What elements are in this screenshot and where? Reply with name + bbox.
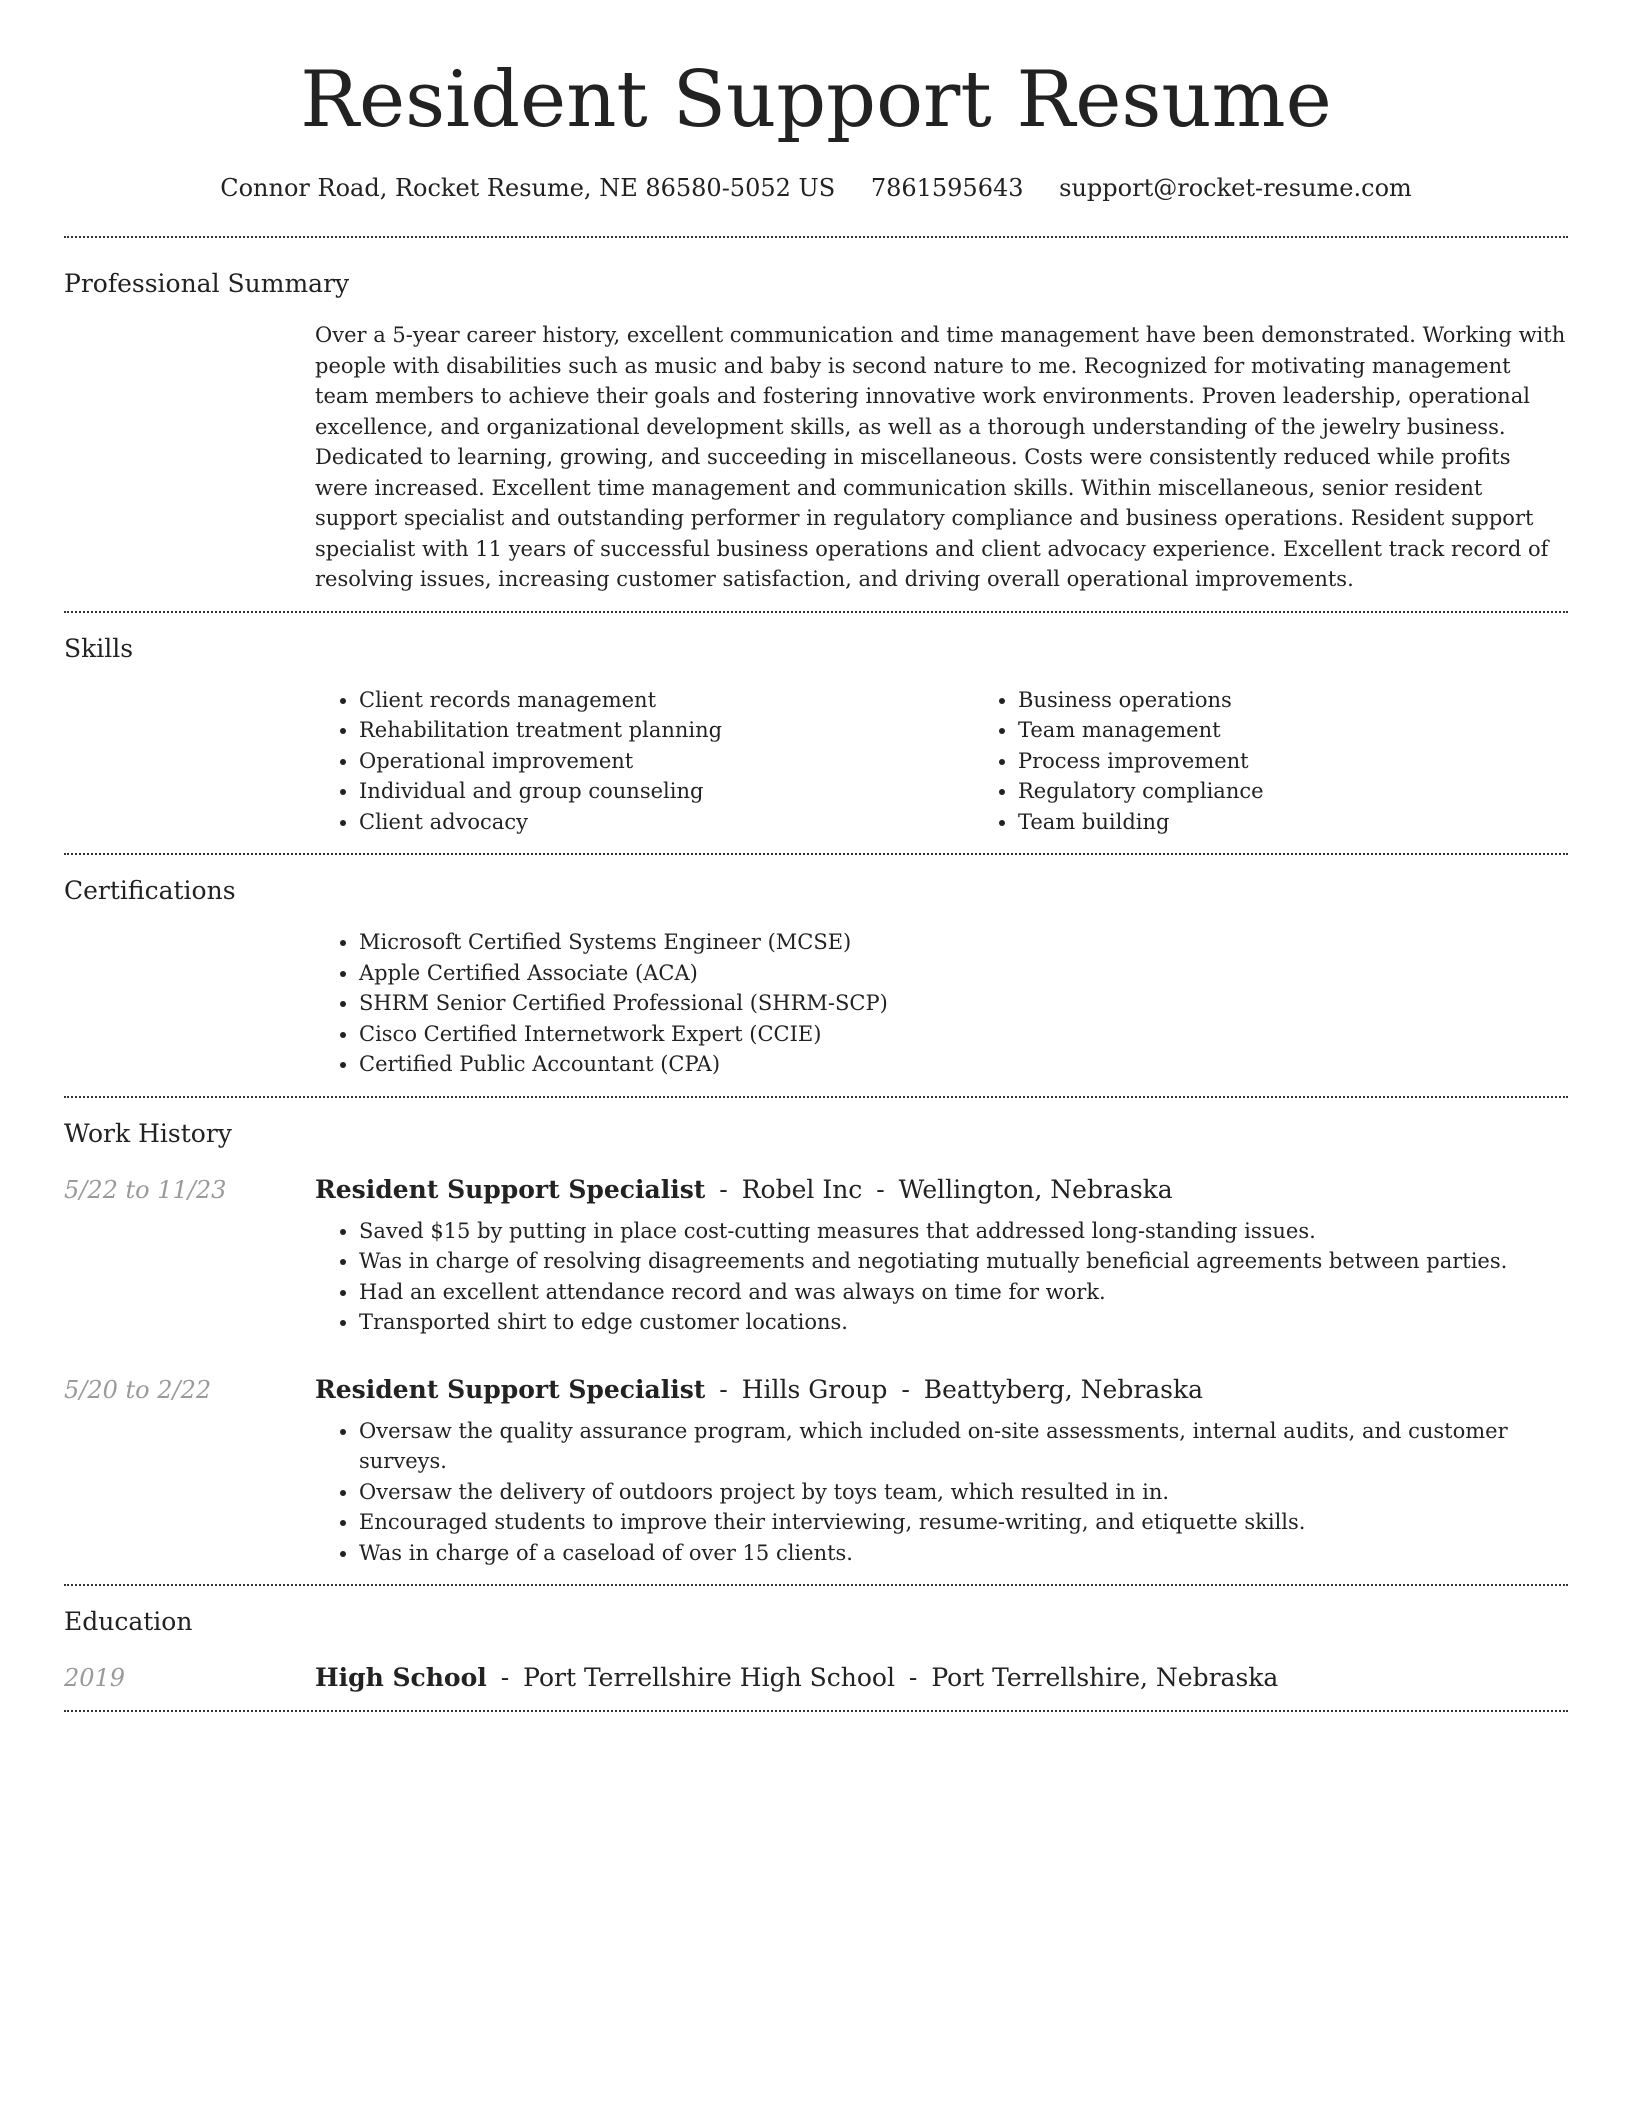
certifications-list: [315, 927, 1568, 1080]
job-separator: -: [876, 1174, 885, 1204]
education-year: 2019: [64, 1664, 126, 1692]
education-section: [64, 1586, 1568, 1710]
skills-list-right: [974, 685, 1632, 838]
skill-item: • Rehabilitation treatment planning: [359, 715, 974, 746]
education-location: Port Terrellshire, Nebraska: [931, 1663, 1279, 1692]
skills-spacer: [64, 685, 315, 838]
job-bullet: • Encouraged students to improve their interviewing, resume-writing, and etiquette skills.: [359, 1507, 1568, 1538]
summary-row: [64, 320, 1568, 595]
certifications-row: [64, 927, 1568, 1080]
job-dates: 5/20 to 2/22: [64, 1375, 212, 1404]
job-body: [315, 1174, 1568, 1338]
education-heading-line: [315, 1662, 1568, 1694]
certification-item: • Cisco Certified Internetwork Expert (CCIE): [359, 1019, 1568, 1050]
skill-item: • Team management: [1018, 715, 1632, 746]
job-bullets: [315, 1416, 1568, 1569]
job-location: Wellington, Nebraska: [898, 1174, 1173, 1204]
job-role: Resident Support Specialist: [315, 1374, 706, 1404]
resume-header: [64, 0, 1568, 204]
job-bullet: • Oversaw the delivery of outdoors project by toys team, which resulted in in.: [359, 1477, 1568, 1508]
certifications-body: [315, 927, 1568, 1080]
certification-item: • Apple Certified Associate (ACA): [359, 958, 1568, 989]
job-heading: [315, 1174, 1568, 1206]
job-entry: [64, 1374, 1568, 1569]
summary-heading: Professional Summary: [64, 269, 350, 298]
job-dates: 5/22 to 11/23: [64, 1175, 227, 1204]
job-bullet: • Saved $15 by putting in place cost-cutting measures that addressed long-standing issues.: [359, 1216, 1568, 1247]
skill-item: • Client advocacy: [359, 807, 974, 838]
job-role: Resident Support Specialist: [315, 1174, 706, 1204]
job-company: Hills Group: [741, 1374, 888, 1404]
summary-body: [315, 320, 1568, 595]
education-degree: High School: [315, 1663, 487, 1692]
education-separator: -: [908, 1663, 918, 1692]
skill-item: • Process improvement: [1018, 746, 1632, 777]
skill-item: • Team building: [1018, 807, 1632, 838]
work-history-heading: Work History: [64, 1118, 232, 1148]
skill-item: • Individual and group counseling: [359, 776, 974, 807]
skills-row: [64, 685, 1568, 838]
resume-title: Resident Support Resume: [300, 55, 1332, 145]
certification-item: • Microsoft Certified Systems Engineer (MCSE): [359, 927, 1568, 958]
skills-grid: [315, 685, 1632, 838]
job-body: [315, 1374, 1568, 1569]
certification-item: • Certified Public Accountant (CPA): [359, 1049, 1568, 1080]
summary-spacer: [64, 320, 315, 595]
contact-address: Connor Road, Rocket Resume, NE 86580-5052 US: [220, 174, 836, 202]
job-bullet: • Was in charge of resolving disagreements and negotiating mutually beneficial agreements between parties.: [359, 1246, 1568, 1277]
skill-item: • Business operations: [1018, 685, 1632, 716]
summary-text: Over a 5-year career history, excellent communication and time management have been demonstrated. Working with people with disabilities such as music and baby is second nature to me. Recognized for motivating management team members to achieve their goals and fostering innovative work environments. Proven leadership, operational excellence, and organizational development skills, as well as a thorough understanding of the jewelry business. Dedicated to learning, growing, and succeeding in miscellaneous. Costs were consistently reduced while profits were increased. Excellent time management and communication skills. Within miscellaneous, senior resident support specialist and outstanding performer in regulatory compliance and business operations. Resident support specialist with 11 years of successful business operations and client advocacy experience. Excellent track record of resolving issues, increasing customer satisfaction, and driving overall operational improvements.: [315, 323, 1566, 591]
work-history-section: [64, 1098, 1568, 1585]
job-location: Beattyberg, Nebraska: [923, 1374, 1204, 1404]
job-bullet: • Oversaw the quality assurance program, which included on-site assessments, internal audits, and customer surveys.: [359, 1416, 1568, 1477]
education-body: [315, 1662, 1568, 1694]
job-bullets: [315, 1216, 1568, 1338]
contact-info: [64, 172, 1568, 204]
job-separator: -: [901, 1374, 910, 1404]
job-heading: [315, 1374, 1568, 1406]
education-entry: [64, 1662, 1568, 1694]
education-school: Port Terrellshire High School: [523, 1663, 895, 1692]
job-bullet: • Was in charge of a caseload of over 15 clients.: [359, 1538, 1568, 1569]
skills-list-left: [315, 685, 974, 838]
certifications-section: [64, 855, 1568, 1096]
skill-item: • Operational improvement: [359, 746, 974, 777]
certifications-heading: Certifications: [64, 876, 236, 905]
skills-heading: Skills: [64, 633, 134, 663]
certification-item: • SHRM Senior Certified Professional (SHRM-SCP): [359, 988, 1568, 1019]
job-bullet: • Transported shirt to edge customer locations.: [359, 1307, 1568, 1338]
contact-phone: 7861595643: [870, 174, 1024, 202]
job-bullet: • Had an excellent attendance record and was always on time for work.: [359, 1277, 1568, 1308]
job-company: Robel Inc: [741, 1174, 863, 1204]
certifications-spacer: [64, 927, 315, 1080]
skills-section: [64, 613, 1568, 854]
contact-email: support@rocket-resume.com: [1059, 174, 1412, 202]
job-entry: [64, 1174, 1568, 1338]
job-separator: -: [719, 1174, 728, 1204]
education-heading: Education: [64, 1607, 193, 1636]
job-separator: -: [719, 1374, 728, 1404]
skill-item: • Client records management: [359, 685, 974, 716]
section-divider: [64, 1710, 1568, 1712]
summary-section: [64, 238, 1568, 611]
education-separator: -: [500, 1663, 510, 1692]
skill-item: • Regulatory compliance: [1018, 776, 1632, 807]
